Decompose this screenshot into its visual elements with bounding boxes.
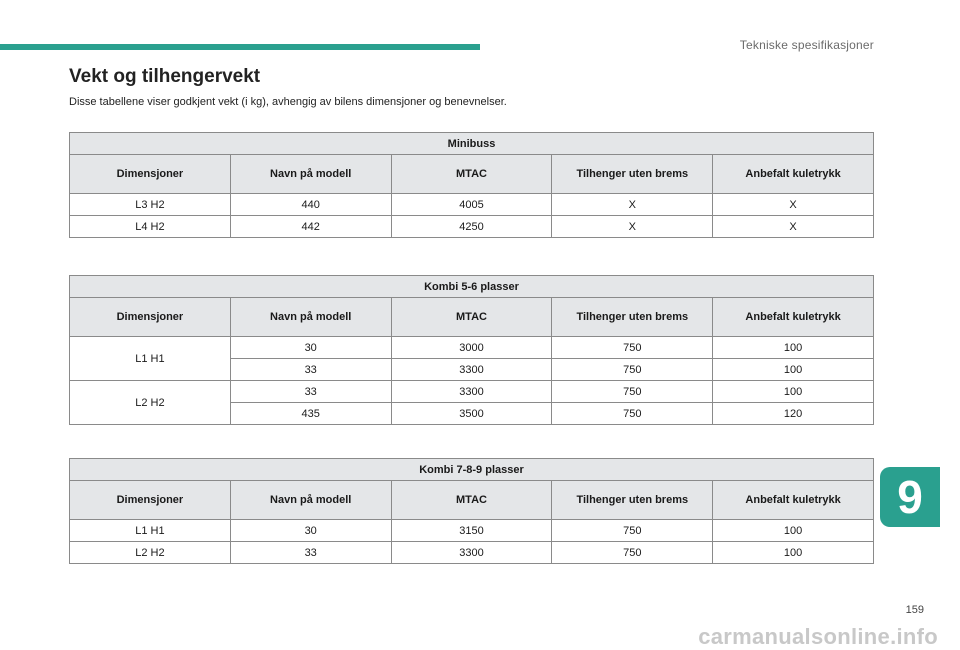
table-cell: 750 <box>552 403 713 425</box>
table-cell: 3500 <box>391 403 552 425</box>
table-cell: 440 <box>230 194 391 216</box>
column-header: Navn på modell <box>230 298 391 337</box>
table-cell: 120 <box>713 403 874 425</box>
table-cell: 750 <box>552 337 713 359</box>
column-header: Navn på modell <box>230 155 391 194</box>
table-cell: 4005 <box>391 194 552 216</box>
table-cell: 750 <box>552 359 713 381</box>
column-header: Anbefalt kuletrykk <box>713 155 874 194</box>
column-header: MTAC <box>391 298 552 337</box>
column-header: Tilhenger uten brems <box>552 298 713 337</box>
table-cell: 3150 <box>391 520 552 542</box>
table-row <box>70 520 874 542</box>
table-cell: 30 <box>230 337 391 359</box>
table-cell: 750 <box>552 542 713 564</box>
column-header: Tilhenger uten brems <box>552 155 713 194</box>
chapter-tab[interactable]: 9 <box>880 467 940 527</box>
column-header: Tilhenger uten brems <box>552 481 713 520</box>
dimension-cell: L4 H2 <box>70 216 231 238</box>
page-number: 159 <box>905 604 924 616</box>
table-cell: 33 <box>230 359 391 381</box>
table-cell: 100 <box>713 520 874 542</box>
table-cell: 3000 <box>391 337 552 359</box>
table-cell: 30 <box>230 520 391 542</box>
dimension-cell: L2 H2 <box>70 542 231 564</box>
table-cell: 33 <box>230 542 391 564</box>
table-caption: Minibuss <box>70 133 874 155</box>
column-header: Navn på modell <box>230 481 391 520</box>
table-cell: X <box>552 216 713 238</box>
table-cell: 33 <box>230 381 391 403</box>
column-header: Dimensjoner <box>70 155 231 194</box>
column-header: MTAC <box>391 481 552 520</box>
table-row <box>70 216 874 238</box>
spec-table-minibuss <box>69 132 874 238</box>
table-cell: X <box>713 194 874 216</box>
dimension-cell: L3 H2 <box>70 194 231 216</box>
spec-table-kombi-7-8-9 <box>69 458 874 564</box>
column-header: Anbefalt kuletrykk <box>713 298 874 337</box>
table-cell: X <box>552 194 713 216</box>
spec-table-kombi-5-6 <box>69 275 874 425</box>
table-cell: 100 <box>713 542 874 564</box>
table-cell: 750 <box>552 381 713 403</box>
section-label: Tekniske spesifikasjoner <box>739 38 874 52</box>
table-row <box>70 194 874 216</box>
table-cell: X <box>713 216 874 238</box>
dimension-cell: L1 H1 <box>70 520 231 542</box>
dimension-cell: L1 H1 <box>70 337 231 381</box>
table-cell: 100 <box>713 337 874 359</box>
table-cell: 4250 <box>391 216 552 238</box>
table-cell: 442 <box>230 216 391 238</box>
table-row <box>70 337 874 359</box>
table-caption: Kombi 7-8-9 plasser <box>70 459 874 481</box>
header-accent-bar <box>0 44 480 50</box>
column-header: Dimensjoner <box>70 481 231 520</box>
page-title: Vekt og tilhengervekt <box>69 66 261 87</box>
table-cell: 3300 <box>391 359 552 381</box>
table-cell: 750 <box>552 520 713 542</box>
table-cell: 3300 <box>391 542 552 564</box>
intro-text: Disse tabellene viser godkjent vekt (i kg), avhengig av bilens dimensjoner og benevnelser. <box>69 96 507 108</box>
table-row <box>70 381 874 403</box>
table-cell: 100 <box>713 359 874 381</box>
column-header: MTAC <box>391 155 552 194</box>
table-cell: 100 <box>713 381 874 403</box>
dimension-cell: L2 H2 <box>70 381 231 425</box>
table-row <box>70 542 874 564</box>
table-caption: Kombi 5-6 plasser <box>70 276 874 298</box>
table-cell: 3300 <box>391 381 552 403</box>
column-header: Anbefalt kuletrykk <box>713 481 874 520</box>
watermark: carmanualsonline.info <box>698 624 938 649</box>
column-header: Dimensjoner <box>70 298 231 337</box>
table-cell: 435 <box>230 403 391 425</box>
